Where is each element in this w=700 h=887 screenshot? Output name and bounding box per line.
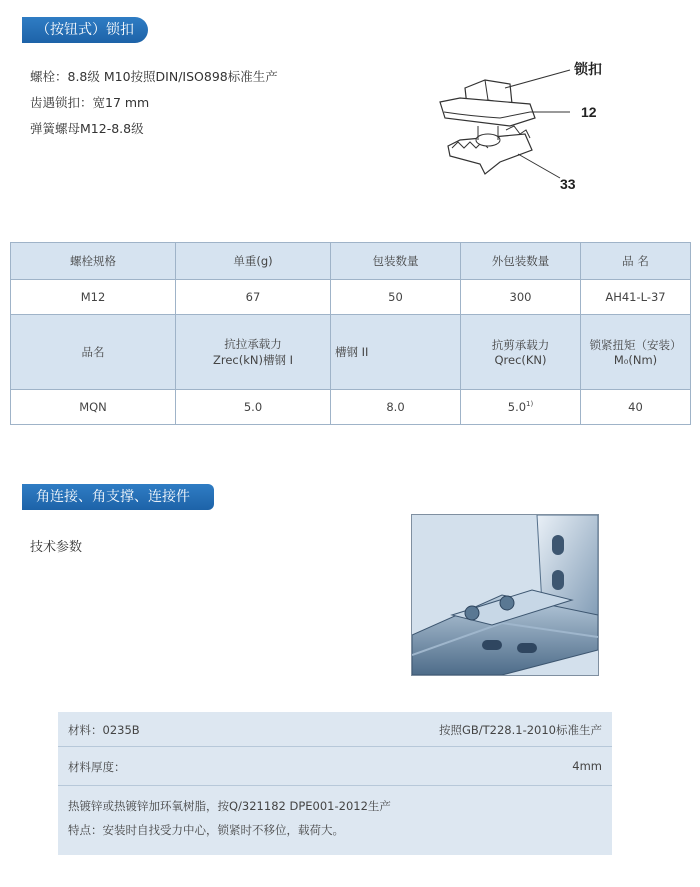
table-header-row-2 (11, 315, 691, 390)
spec-line-tooth: 齿遇锁扣：宽17 mm (30, 95, 150, 110)
feature-text: 特点：安装时自找受力中心，锁紧时不移位，载荷大。 (68, 823, 344, 837)
header-pack-qty: 包装数量 (331, 243, 461, 280)
material-label: 材料：0235B (68, 723, 140, 737)
cell-torque: 40 (581, 390, 691, 425)
header2-tensile (176, 315, 331, 390)
cell-pack-qty: 50 (331, 280, 461, 315)
table-header-row (11, 243, 691, 280)
spec-line-bolt: 螺栓：8.8级 M10按照DIN/ISO898标准生产 (30, 69, 278, 84)
figure-label-12: 12 (581, 104, 597, 120)
coating-text: 热镀锌或热镀锌加环氧树脂，按Q/321182 DPE001-2012生产 (68, 799, 391, 813)
spec-table (10, 242, 691, 425)
material-row (58, 712, 612, 747)
cell-shear-value: 5.0 (507, 400, 527, 414)
header2-name: 品名 (11, 315, 176, 390)
thickness-value: 4mm (572, 759, 602, 773)
header-product-name: 品 名 (581, 243, 691, 280)
spec-line-nut: 弹簧螺母M12-8.8级 (30, 121, 144, 136)
header2-torque-b: M₀(Nm) (613, 353, 658, 367)
cell-bolt-spec: M12 (11, 280, 176, 315)
cell-outer-qty: 300 (461, 280, 581, 315)
header2-channel-2: 槽钢 II (331, 315, 461, 390)
header2-torque-a: 锁紧扭矩（安装） (589, 338, 682, 352)
header2-shear-a: 抗剪承载力 (491, 338, 550, 352)
section-title-corner-text: 角连接、角支撑、连接件 (36, 489, 190, 505)
cell-channel-2: 8.0 (331, 390, 461, 425)
cell-tensile: 5.0 (176, 390, 331, 425)
section-title-lock-text: （按钮式）锁扣 (36, 22, 134, 38)
figure-label-33: 33 (560, 176, 576, 192)
thickness-label: 材料厚度： (68, 760, 126, 774)
table-row (11, 280, 691, 315)
tech-params-label: 技术参数 (30, 540, 83, 555)
thickness-row (58, 747, 612, 786)
header2-tensile-b: Zrec(kN)槽钢 I (212, 353, 294, 367)
material-info-box (58, 712, 612, 855)
header-outer-qty: 外包装数量 (461, 243, 581, 280)
cell-product-name: AH41-L-37 (581, 280, 691, 315)
header2-shear-b: Qrec(KN) (494, 353, 547, 367)
section-title-lock (22, 17, 148, 43)
corner-connector-photo (411, 514, 599, 676)
header-unit-weight: 单重(g) (176, 243, 331, 280)
leader-lock (505, 70, 570, 88)
cell-shear-footnote: 1) (526, 400, 534, 409)
header2-shear (461, 315, 581, 390)
cell-unit-weight: 67 (176, 280, 331, 315)
section-title-corner (22, 484, 214, 510)
figure-label-lock: 锁扣 (574, 61, 602, 77)
leader-33 (518, 154, 560, 178)
lock-diagram (430, 60, 630, 190)
header2-tensile-a: 抗拉承载力 (224, 337, 282, 351)
lock-plate-shape (440, 98, 535, 126)
connector-illustration (412, 515, 598, 675)
table-row (11, 390, 691, 425)
header2-torque (581, 315, 691, 390)
material-standard: 按照GB/T228.1-2010标准生产 (438, 723, 602, 737)
header-bolt-spec: 螺栓规格 (11, 243, 176, 280)
cell-name: MQN (11, 390, 176, 425)
lock-specs (30, 64, 278, 142)
cell-shear (461, 390, 581, 425)
